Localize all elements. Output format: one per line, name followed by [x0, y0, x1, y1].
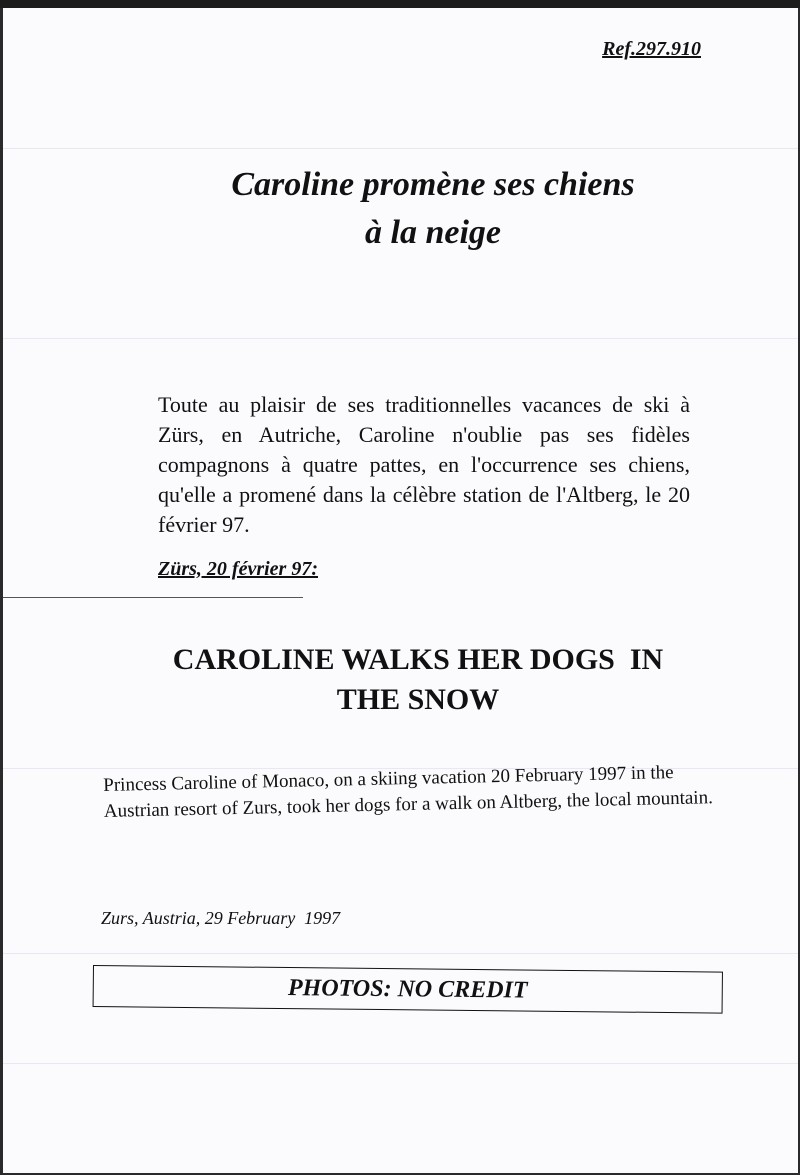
photo-credit-box: PHOTOS: NO CREDIT	[93, 965, 723, 1014]
english-headline-line2: THE SNOW	[336, 683, 500, 716]
scan-top-edge	[0, 0, 800, 8]
watermark-band	[3, 953, 798, 954]
english-body-text: Princess Caroline of Monaco, on a skiing vacation 20 February 1997 in the Austrian resort of Zurs, took her dogs for a walk on Altberg, the local mountain.	[103, 762, 714, 822]
english-headline	[3, 640, 798, 720]
watermark-band	[3, 1063, 798, 1064]
watermark-band	[3, 148, 798, 149]
french-body-text: Toute au plaisir de ses traditionnelles vacances de ski à Zürs, en Autriche, Caroline n'oublie pas ses fidèles compagnons à quatre pattes, en l'occurrence ses chiens, qu'elle a promené dans la célèbre station de l'Altberg, le 20 février 97.	[158, 392, 690, 537]
french-headline-line1: Caroline promène ses chiens	[231, 166, 635, 203]
french-dateline: Zürs, 20 février 97:	[158, 558, 318, 580]
reference-number: Ref.297.910	[602, 38, 701, 60]
french-headline-line2: à la neige	[365, 214, 501, 251]
section-divider	[3, 597, 303, 598]
english-dateline: Zurs, Austria, 29 February 1997	[101, 908, 341, 928]
watermark-band	[3, 338, 798, 339]
press-release-sheet	[3, 8, 798, 1173]
french-headline	[3, 161, 798, 257]
english-headline-line1: CAROLINE WALKS HER DOGS IN	[172, 643, 664, 676]
